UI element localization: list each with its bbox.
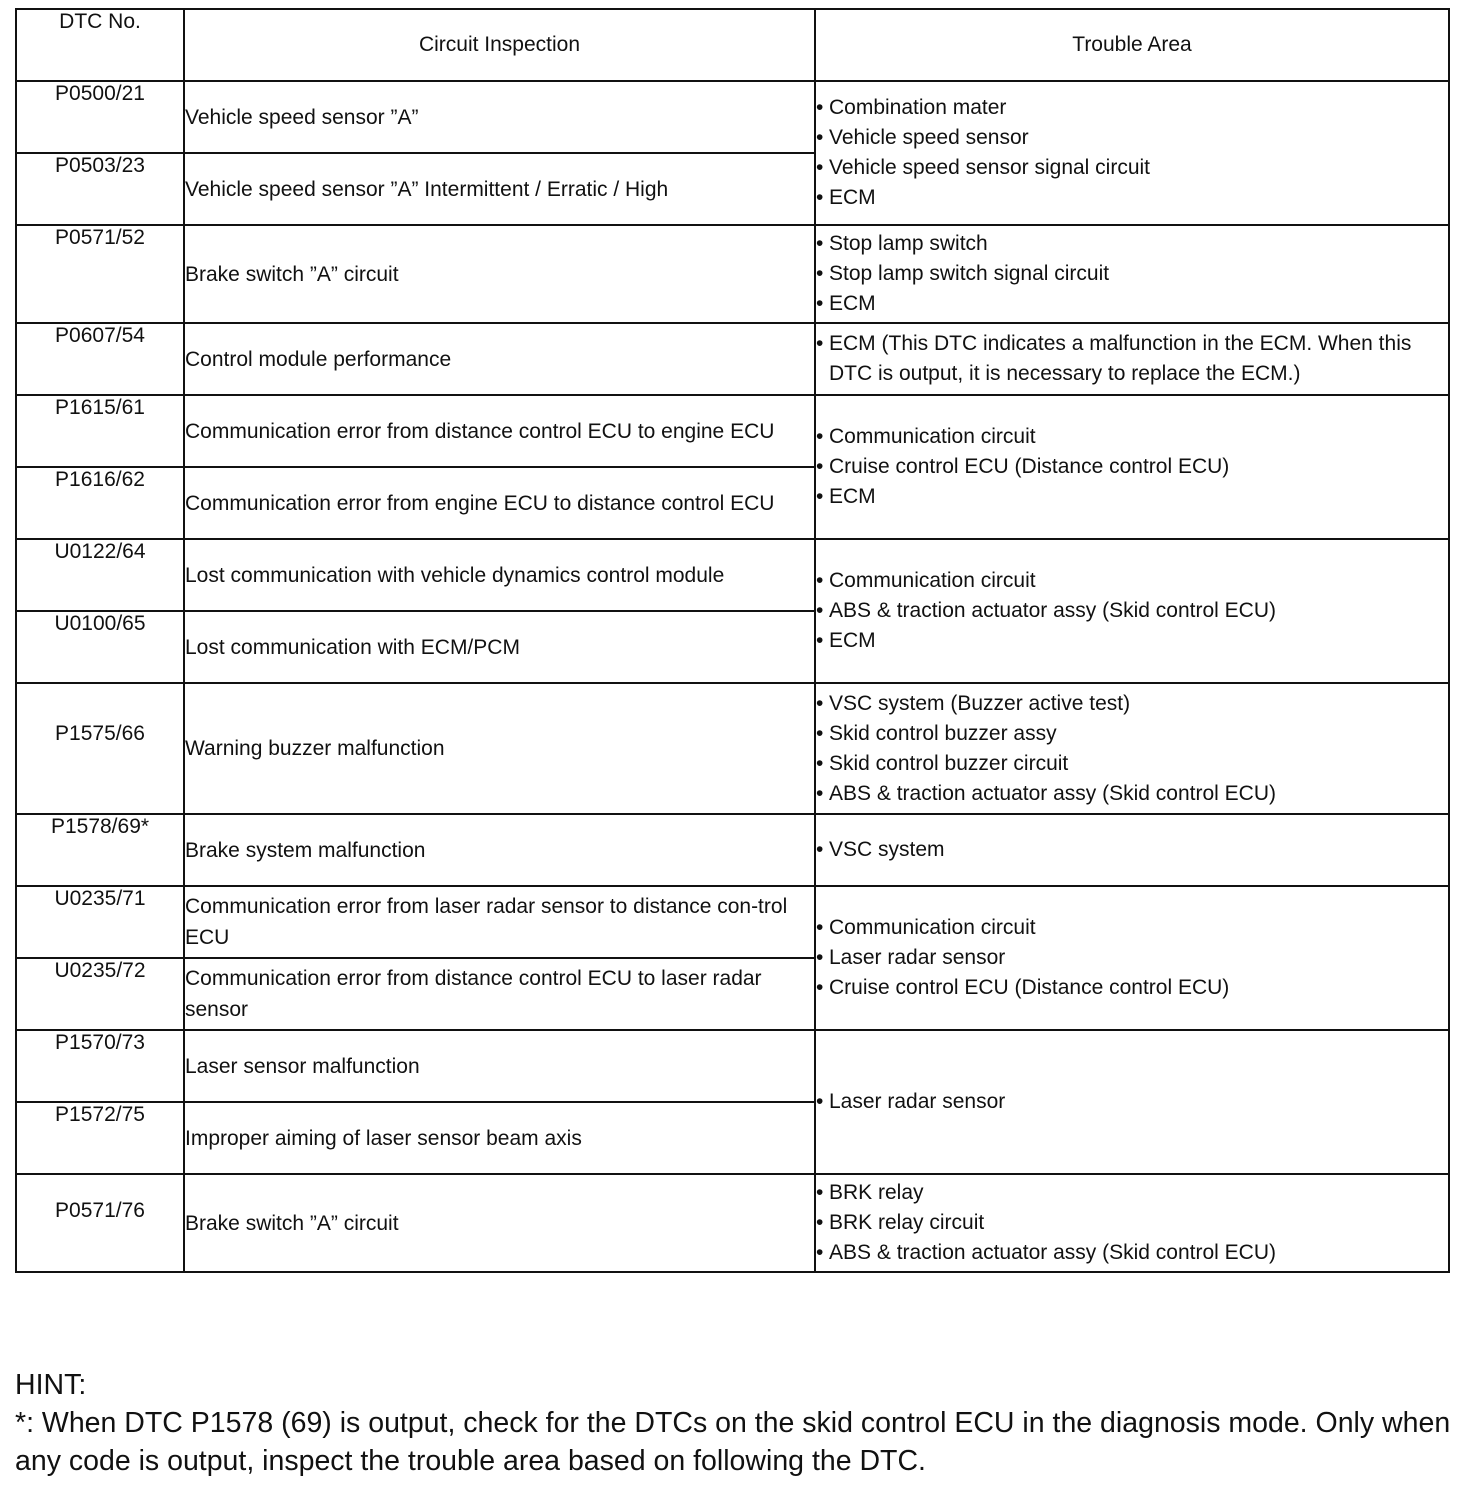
list-item: • Communication circuit: [816, 566, 1448, 596]
table-row: [16, 81, 1449, 153]
list-item: • Cruise control ECU (Distance control ECU): [816, 973, 1448, 1003]
trouble-area-list: [816, 913, 1448, 1003]
dtc-code: P1570/73: [16, 1030, 184, 1102]
table-row: [16, 1030, 1449, 1102]
dtc-code: P1575/66: [16, 683, 184, 814]
trouble-area: [815, 1030, 1449, 1174]
circuit-inspection: Improper aiming of laser sensor beam axis: [184, 1102, 815, 1174]
dtc-code: P1578/69*: [16, 814, 184, 886]
hint-section: [15, 1366, 1455, 1480]
list-item: • Cruise control ECU (Distance control ECU): [816, 452, 1448, 482]
dtc-code: U0100/65: [16, 611, 184, 683]
trouble-area: [815, 323, 1449, 395]
dtc-code: P1616/62: [16, 467, 184, 539]
circuit-inspection: Communication error from laser radar sensor to distance con-trol ECU: [184, 886, 815, 958]
list-item: • ECM: [816, 626, 1448, 656]
dtc-code: U0235/72: [16, 958, 184, 1030]
list-item: • BRK relay: [816, 1178, 1448, 1208]
dtc-code: P0571/76: [16, 1174, 184, 1272]
circuit-inspection: Communication error from distance control ECU to laser radar sensor: [184, 958, 815, 1030]
dtc-code: P0571/52: [16, 225, 184, 323]
list-item: • ABS & traction actuator assy (Skid control ECU): [816, 1238, 1448, 1268]
trouble-area-list: [816, 329, 1448, 389]
trouble-area-list: [816, 93, 1448, 213]
list-item: • Stop lamp switch signal circuit: [816, 259, 1448, 289]
list-item: • Laser radar sensor: [816, 1087, 1448, 1117]
list-item: • ECM: [816, 289, 1448, 319]
trouble-area: [815, 1174, 1449, 1272]
header-trouble-area: Trouble Area: [815, 9, 1449, 81]
table-row: [16, 886, 1449, 958]
trouble-area-list: [816, 1178, 1448, 1268]
hint-title: HINT:: [15, 1369, 87, 1401]
trouble-area: [815, 225, 1449, 323]
circuit-inspection: Lost communication with ECM/PCM: [184, 611, 815, 683]
trouble-area-list: [816, 1087, 1448, 1117]
list-item: • ABS & traction actuator assy (Skid control ECU): [816, 596, 1448, 626]
list-item: • Vehicle speed sensor signal circuit: [816, 153, 1448, 183]
list-item: • VSC system: [816, 835, 1448, 865]
dtc-code: P0500/21: [16, 81, 184, 153]
header-row: [16, 9, 1449, 81]
table-row: [16, 1174, 1449, 1272]
list-item: • Combination mater: [816, 93, 1448, 123]
trouble-area: [815, 539, 1449, 683]
list-item: • Stop lamp switch: [816, 229, 1448, 259]
list-item: • Vehicle speed sensor: [816, 123, 1448, 153]
table-row: [16, 683, 1449, 814]
list-item: • VSC system (Buzzer active test): [816, 689, 1448, 719]
trouble-area-list: [816, 689, 1448, 809]
trouble-area-list: [816, 835, 1448, 865]
list-item: • Skid control buzzer assy: [816, 719, 1448, 749]
list-item: • BRK relay circuit: [816, 1208, 1448, 1238]
circuit-inspection: Laser sensor malfunction: [184, 1030, 815, 1102]
trouble-area-list: [816, 566, 1448, 656]
dtc-code: P0503/23: [16, 153, 184, 225]
trouble-area: [815, 395, 1449, 539]
circuit-inspection: Warning buzzer malfunction: [184, 683, 815, 814]
header-dtc-no: DTC No.: [16, 9, 184, 81]
dtc-code: U0122/64: [16, 539, 184, 611]
trouble-area: [815, 81, 1449, 225]
list-item: • ECM: [816, 482, 1448, 512]
list-item: • Communication circuit: [816, 913, 1448, 943]
circuit-inspection: Brake system malfunction: [184, 814, 815, 886]
circuit-inspection: Communication error from engine ECU to distance control ECU: [184, 467, 815, 539]
dtc-code: P0607/54: [16, 323, 184, 395]
trouble-area: [815, 886, 1449, 1030]
dtc-code: P1572/75: [16, 1102, 184, 1174]
table-row: [16, 395, 1449, 467]
dtc-code: U0235/71: [16, 886, 184, 958]
dtc-code: P1615/61: [16, 395, 184, 467]
circuit-inspection: Brake switch ”A” circuit: [184, 1174, 815, 1272]
trouble-area-list: [816, 422, 1448, 512]
hint-note: *: When DTC P1578 (69) is output, check for the DTCs on the skid control ECU in the diagnosis mode. Only when any code is output, inspect the trouble area based on following the DTC.: [15, 1407, 1451, 1477]
list-item: • ABS & traction actuator assy (Skid control ECU): [816, 779, 1448, 809]
circuit-inspection: Vehicle speed sensor ”A”: [184, 81, 815, 153]
circuit-inspection: Control module performance: [184, 323, 815, 395]
circuit-inspection: Lost communication with vehicle dynamics control module: [184, 539, 815, 611]
table-row: [16, 814, 1449, 886]
circuit-inspection: Vehicle speed sensor ”A” Intermittent / Erratic / High: [184, 153, 815, 225]
circuit-inspection: Brake switch ”A” circuit: [184, 225, 815, 323]
list-item: • ECM: [816, 183, 1448, 213]
trouble-area: [815, 814, 1449, 886]
table-row: [16, 225, 1449, 323]
list-item: • Laser radar sensor: [816, 943, 1448, 973]
list-item: • Communication circuit: [816, 422, 1448, 452]
list-item: • Skid control buzzer circuit: [816, 749, 1448, 779]
trouble-area: [815, 683, 1449, 814]
dtc-table: [15, 8, 1450, 1273]
trouble-area-list: [816, 229, 1448, 319]
header-circuit-inspection: Circuit Inspection: [184, 9, 815, 81]
table-row: [16, 323, 1449, 395]
circuit-inspection: Communication error from distance control ECU to engine ECU: [184, 395, 815, 467]
table-row: [16, 539, 1449, 611]
list-item: • ECM (This DTC indicates a malfunction in the ECM. When this DTC is output, it is necessary to replace the ECM.): [816, 329, 1448, 389]
